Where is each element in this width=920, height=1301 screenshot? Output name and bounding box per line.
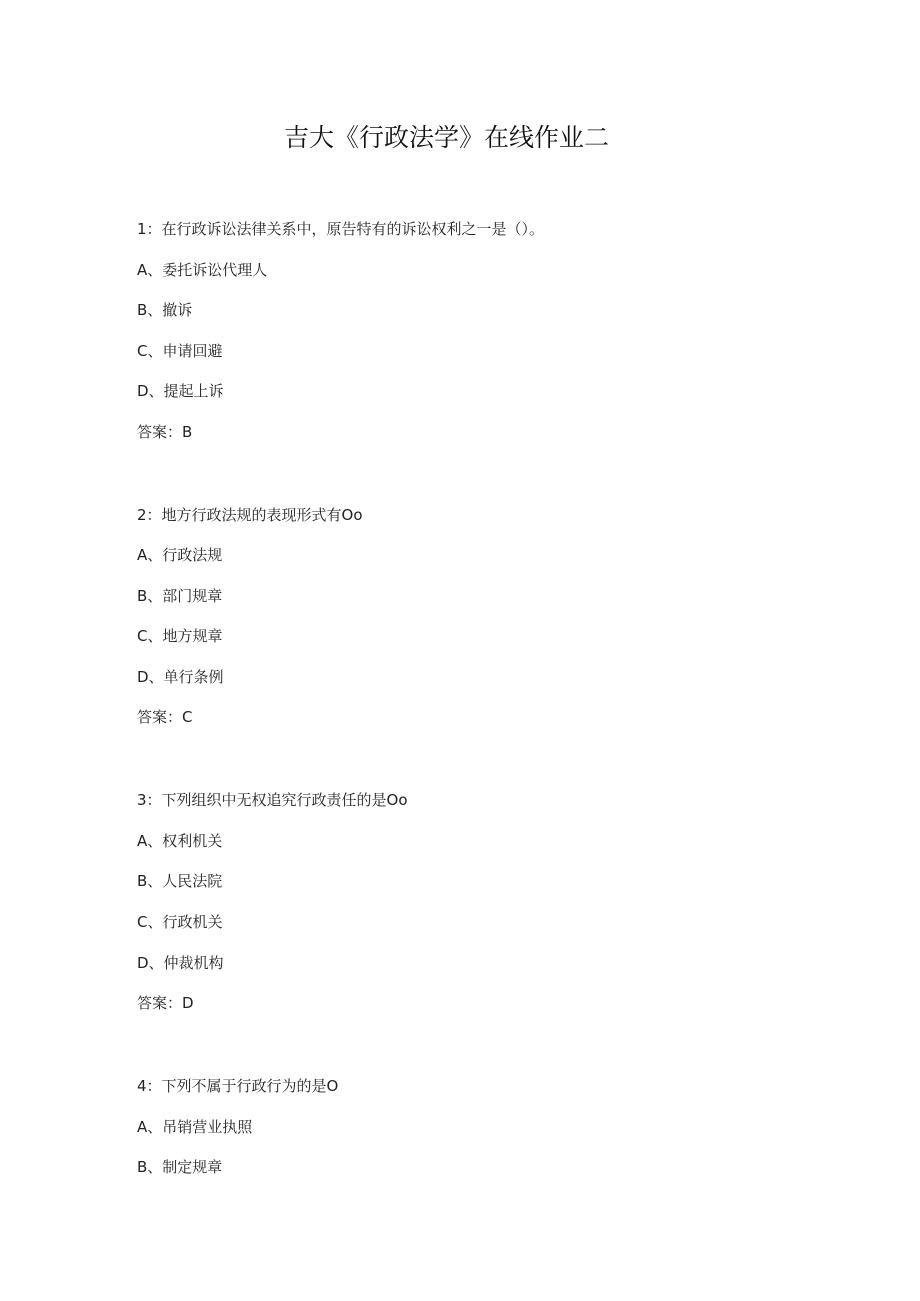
question-1-option-c: C、申请回避: [137, 342, 223, 360]
question-2-stem: 2：地方行政法规的表现形式有Oo: [137, 506, 363, 524]
question-2-option-c: C、地方规章: [137, 627, 223, 645]
question-3-answer: 答案：D: [137, 994, 194, 1012]
question-3-option-d: D、仲裁机构: [137, 954, 224, 972]
question-1-option-d: D、提起上诉: [137, 382, 224, 400]
question-3-option-b: B、人民法院: [137, 872, 223, 890]
question-3-option-a: A、权利机关: [137, 832, 223, 850]
question-2-option-a: A、行政法规: [137, 546, 223, 564]
question-4-option-a: A、吊销营业执照: [137, 1118, 253, 1136]
question-2-option-d: D、单行条例: [137, 668, 224, 686]
question-3-option-c: C、行政机关: [137, 913, 223, 931]
question-1-option-a: A、委托诉讼代理人: [137, 261, 268, 279]
question-2-answer: 答案：C: [137, 708, 193, 726]
question-4-stem: 4：下列不属于行政行为的是O: [137, 1077, 339, 1095]
question-1-answer: 答案：B: [137, 423, 193, 441]
question-1-stem: 1：在行政诉讼法律关系中，原告特有的诉讼权利之一是（）。: [137, 220, 545, 238]
question-2-option-b: B、部门规章: [137, 587, 223, 605]
question-3-stem: 3：下列组织中无权追究行政责任的是Oo: [137, 791, 408, 809]
document-title: 吉大《行政法学》在线作业二: [283, 123, 609, 152]
question-4-option-b: B、制定规章: [137, 1158, 223, 1176]
question-1-option-b: B、撤诉: [137, 301, 193, 319]
